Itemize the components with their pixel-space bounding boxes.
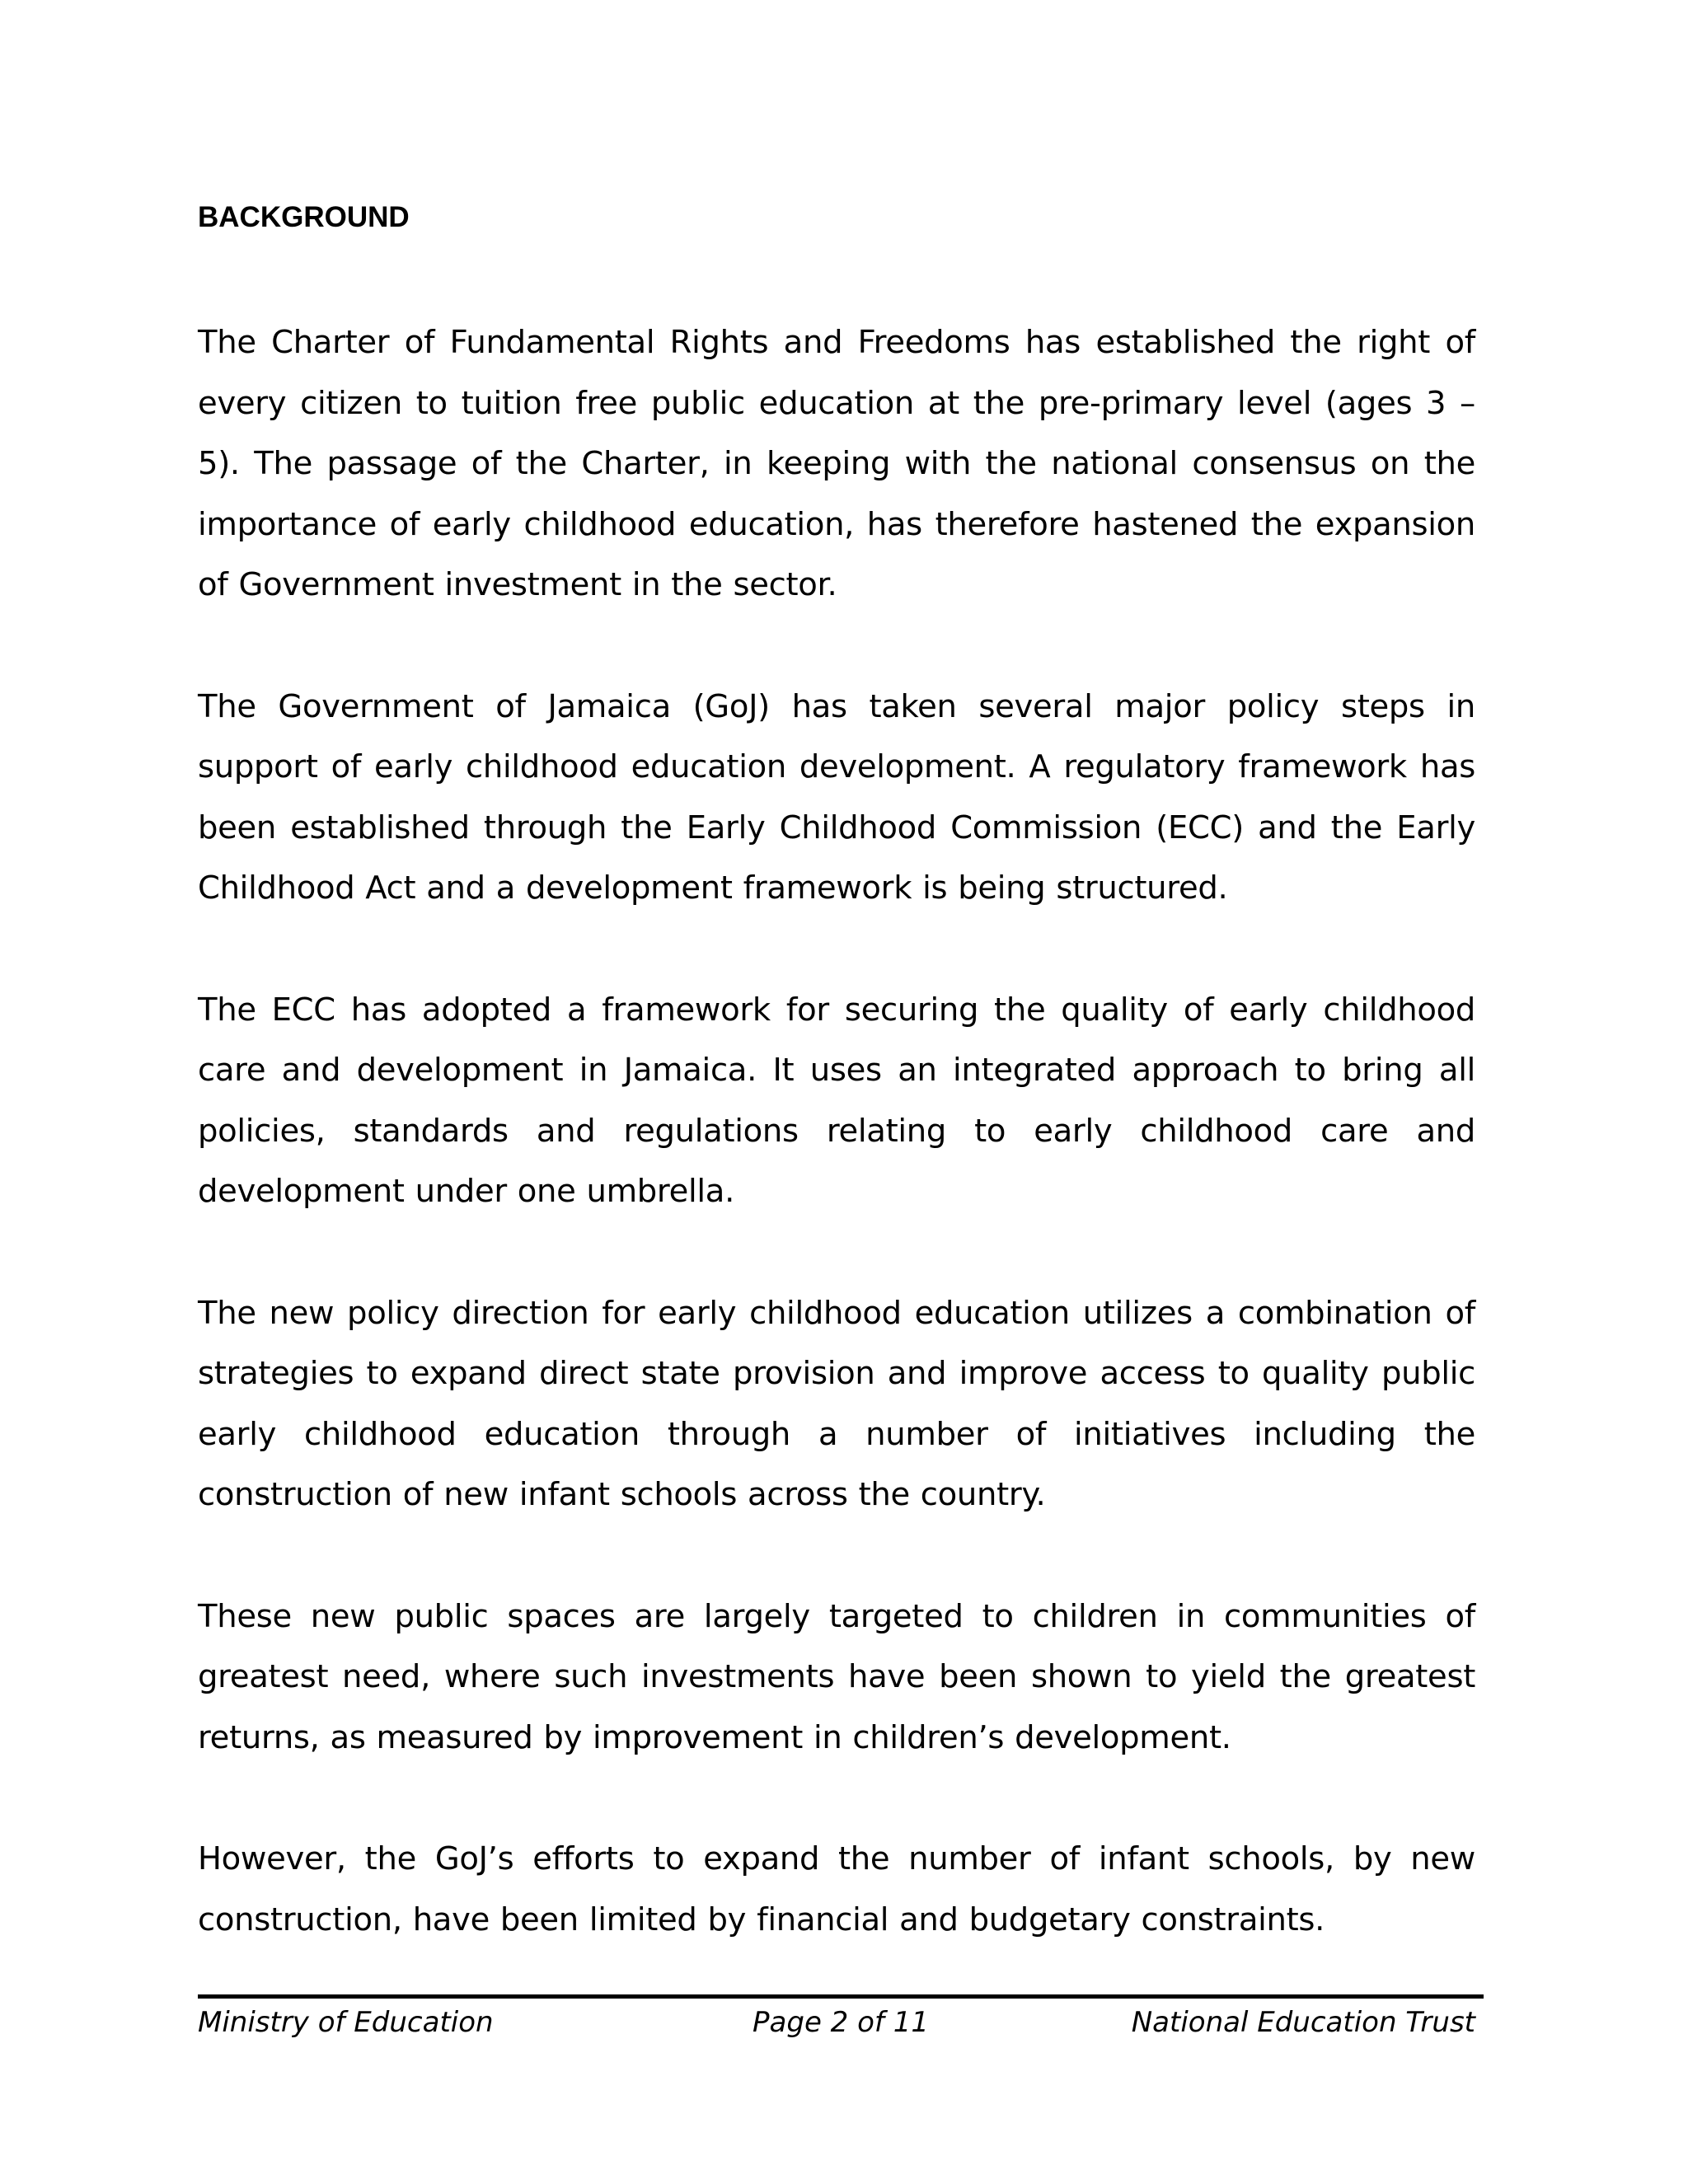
- page-content: [198, 194, 1475, 2011]
- paragraph-goj-policy: The Government of Jamaica (GoJ) has taken several major policy steps in support of early childhood education development. A regulatory framework has been established through the Early Childhood Commission (ECC) and the Early Childhood Act and a development framework is being structured.: [198, 687, 1475, 907]
- paragraph-charter: The Charter of Fundamental Rights and Freedoms has established the right of every citizen to tuition free public education at the pre-primary level (ages 3 – 5). The passage of the Charter, in keeping with the national consensus on the importance of early childhood education, has therefore hastened the expansion of Government investment in the sector.: [198, 324, 1475, 603]
- paragraph-ecc-framework: The ECC has adopted a framework for securing the quality of early childhood care and development in Jamaica. It uses an integrated approach to bring all policies, standards and regulations relating to early childhood care and development under one umbrella.: [198, 991, 1475, 1210]
- footer-page-number: Page 2 of 11: [753, 2006, 929, 2039]
- footer-trust: National Education Trust: [1131, 2006, 1475, 2039]
- paragraph-public-spaces: These new public spaces are largely targeted to children in communities of greatest need, where such investments have been shown to yield the greatest returns, as measured by improvement in children’s development.: [198, 1597, 1475, 1756]
- paragraph-policy-direction: The new policy direction for early childhood education utilizes a combination of strategies to expand direct state provision and improve access to quality public early childhood education through a number of initiatives including the construction of new infant schools across the country.: [198, 1294, 1475, 1513]
- paragraph-constraints: However, the GoJ’s efforts to expand the number of infant schools, by new construction, have been limited by financial and budgetary constraints.: [198, 1840, 1475, 1938]
- section-heading: BACKGROUND: [198, 201, 410, 233]
- footer-ministry: Ministry of Education: [198, 2006, 494, 2039]
- page-footer: [198, 1994, 1484, 2048]
